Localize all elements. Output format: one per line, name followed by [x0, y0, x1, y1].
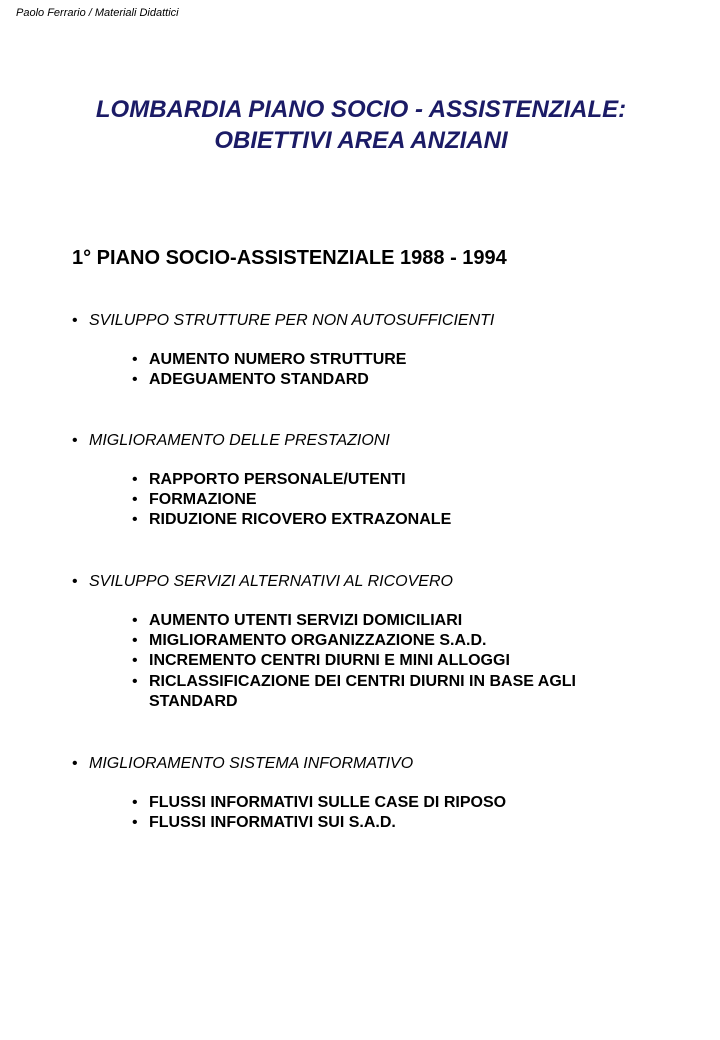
objective-list	[72, 470, 692, 531]
list-item-text: INCREMENTO CENTRI DIURNI E MINI ALLOGGI	[149, 652, 510, 670]
list-item	[132, 813, 692, 833]
list-item-text: RAPPORTO PERSONALE/UTENTI	[149, 471, 406, 488]
bullet-icon: •	[132, 794, 138, 811]
section-heading	[72, 753, 692, 774]
page-title	[0, 94, 720, 156]
bullet-icon: •	[132, 471, 138, 488]
section-servizi-alternativi	[72, 571, 692, 712]
list-item-text: AUMENTO UTENTI SERVIZI DOMICILIARI	[149, 612, 463, 629]
list-item	[132, 672, 692, 712]
list-item	[132, 510, 692, 530]
list-item-text: RICLASSIFICAZIONE DEI CENTRI DIURNI IN BASE AGLI STANDARD	[149, 672, 576, 710]
bullet-icon: •	[132, 672, 138, 690]
section-heading-text: SVILUPPO STRUTTURE PER NON AUTOSUFFICIENTI	[89, 312, 495, 329]
page-title-line-2: OBIETTIVI AREA ANZIANI	[214, 127, 508, 154]
section-heading-text: MIGLIORAMENTO DELLE PRESTAZIONI	[89, 432, 390, 449]
section-heading	[72, 430, 692, 451]
bullet-icon: •	[132, 491, 138, 509]
list-item	[132, 470, 692, 490]
bullet-icon: •	[72, 312, 78, 329]
page-title-line-1: LOMBARDIA PIANO SOCIO - ASSISTENZIALE:	[95, 96, 627, 123]
section-strutture	[72, 310, 692, 390]
section-sistema-informativo	[72, 753, 692, 833]
section-heading-text: SVILUPPO SERVIZI ALTERNATIVI AL RICOVERO	[89, 573, 453, 590]
section-heading-text: MIGLIORAMENTO SISTEMA INFORMATIVO	[89, 755, 414, 772]
list-item-text: RIDUZIONE RICOVERO EXTRAZONALE	[149, 511, 452, 529]
objective-list	[72, 793, 692, 833]
list-item	[132, 611, 692, 631]
list-item-text: FLUSSI INFORMATIVI SUI S.A.D.	[149, 814, 396, 832]
bullet-icon: •	[132, 814, 138, 832]
list-item-text: MIGLIORAMENTO ORGANIZZAZIONE S.A.D.	[149, 632, 487, 650]
objective-list	[72, 350, 692, 390]
bullet-icon: •	[132, 632, 138, 650]
bullet-icon: •	[72, 573, 78, 590]
list-item	[132, 350, 692, 370]
list-item	[132, 370, 692, 390]
list-item-text: FORMAZIONE	[149, 491, 257, 509]
list-item	[132, 490, 692, 510]
bullet-icon: •	[132, 511, 138, 529]
objective-list	[72, 611, 692, 712]
bullet-icon: •	[132, 371, 138, 389]
list-item	[132, 631, 692, 651]
bullet-icon: •	[72, 432, 78, 449]
bullet-icon: •	[72, 755, 78, 772]
list-item-text: AUMENTO NUMERO STRUTTURE	[149, 351, 407, 368]
list-item-text: FLUSSI INFORMATIVI SULLE CASE DI RIPOSO	[149, 794, 507, 811]
section-heading	[72, 310, 692, 331]
bullet-icon: •	[132, 612, 138, 629]
list-item	[132, 793, 692, 813]
header-note: Paolo Ferrario / Materiali Didattici	[16, 7, 179, 19]
bullet-icon: •	[132, 351, 138, 368]
bullet-icon: •	[132, 652, 138, 670]
list-item-text: ADEGUAMENTO STANDARD	[149, 371, 369, 389]
section-heading	[72, 571, 692, 592]
section-prestazioni	[72, 430, 692, 531]
plan-subtitle: 1° PIANO SOCIO-ASSISTENZIALE 1988 - 1994	[72, 247, 507, 269]
list-item	[132, 651, 692, 671]
